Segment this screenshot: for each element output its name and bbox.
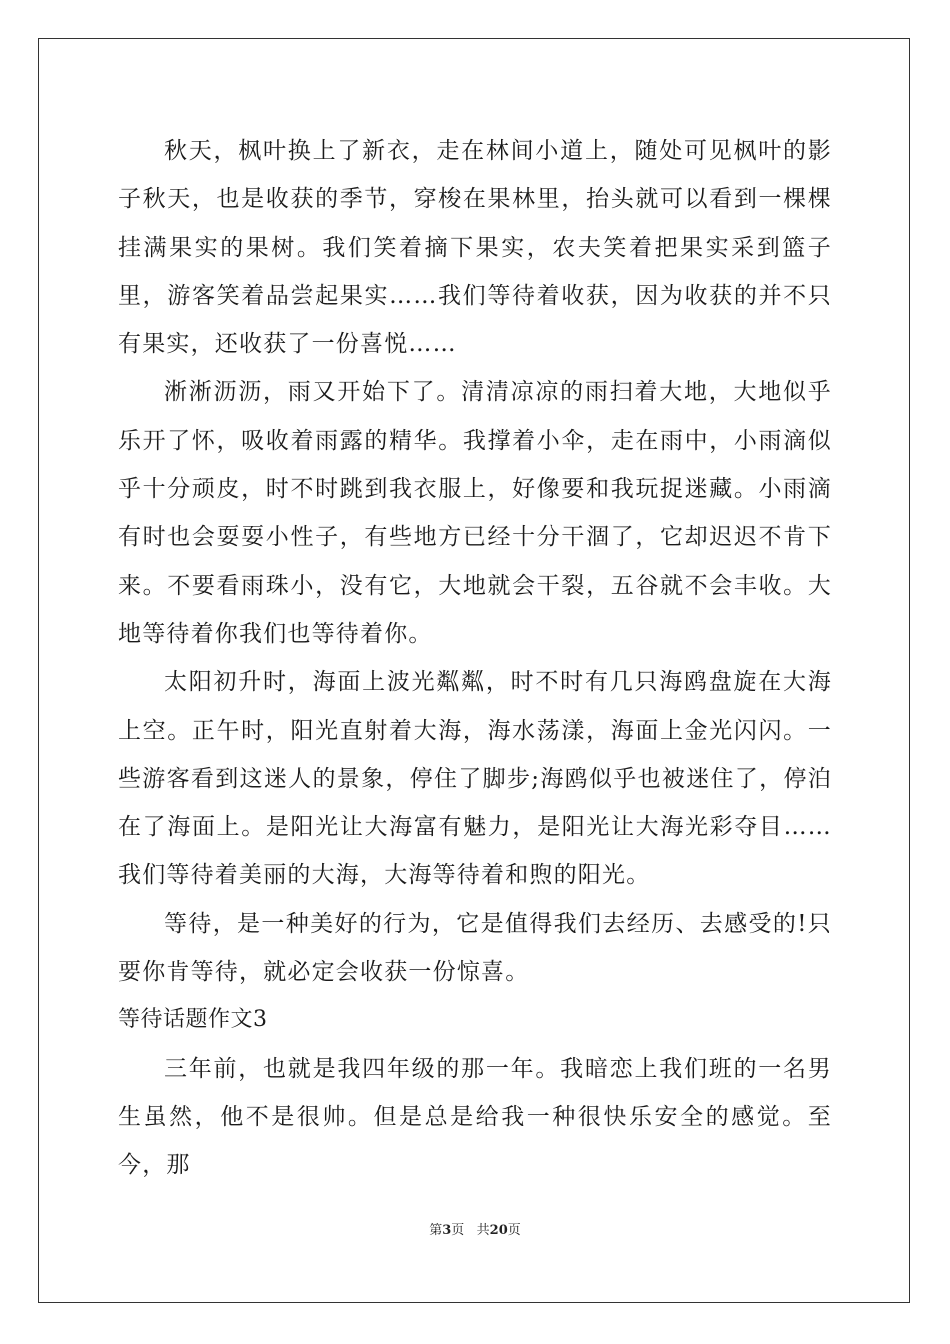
paragraph-sea: 太阳初升时，海面上波光粼粼，时不时有几只海鸥盘旋在大海上空。正午时，阳光直射着大海，海水荡漾，海面上金光闪闪。一些游客看到这迷人的景象，停住了脚步;海鸥似乎也被迷住了，停泊在了海面上。是阳光让大海富有魅力，是阳光让大海光彩夺目……我们等待着美丽的大海，大海等待着和煦的阳光。: [118, 669, 832, 889]
section-heading: 等待话题作文3: [118, 1007, 268, 1033]
footer-page-number: 3: [442, 1223, 452, 1238]
document-body: [118, 127, 832, 1190]
footer-total-suffix: 页: [507, 1223, 521, 1238]
footer-page-suffix: 页 共: [451, 1223, 490, 1238]
paragraph-autumn: 秋天，枫叶换上了新衣，走在林间小道上，随处可见枫叶的影子秋天，也是收获的季节，穿梭在果林里，抬头就可以看到一棵棵挂满果实的果树。我们笑着摘下果实，农夫笑着把果实采到篮子里，游客笑着品尝起果实……我们等待着收获，因为收获的并不只有果实，还收获了一份喜悦……: [118, 138, 832, 358]
paragraph-rain: 淅淅沥沥，雨又开始下了。清清凉凉的雨扫着大地，大地似乎乐开了怀，吸收着雨露的精华。我撑着小伞，走在雨中，小雨滴似乎十分顽皮，时不时跳到我衣服上，好像要和我玩捉迷藏。小雨滴有时也会耍耍小性子，有些地方已经十分干涸了，它却迟迟不肯下来。不要看雨珠小，没有它，大地就会干裂，五谷就不会丰收。大地等待着你我们也等待着你。: [118, 379, 832, 647]
page-footer: [0, 1219, 950, 1238]
footer-total-pages: 20: [489, 1223, 508, 1238]
paragraph-conclusion: 等待，是一种美好的行为，它是值得我们去经历、去感受的!只要你肯等待，就必定会收获一份惊喜。: [118, 910, 832, 986]
footer-page-prefix: 第: [429, 1223, 443, 1238]
paragraph-three-years-ago: 三年前，也就是我四年级的那一年。我暗恋上我们班的一名男生虽然，他不是很帅。但是总是给我一种很快乐安全的感觉。至今，那: [118, 1055, 832, 1179]
